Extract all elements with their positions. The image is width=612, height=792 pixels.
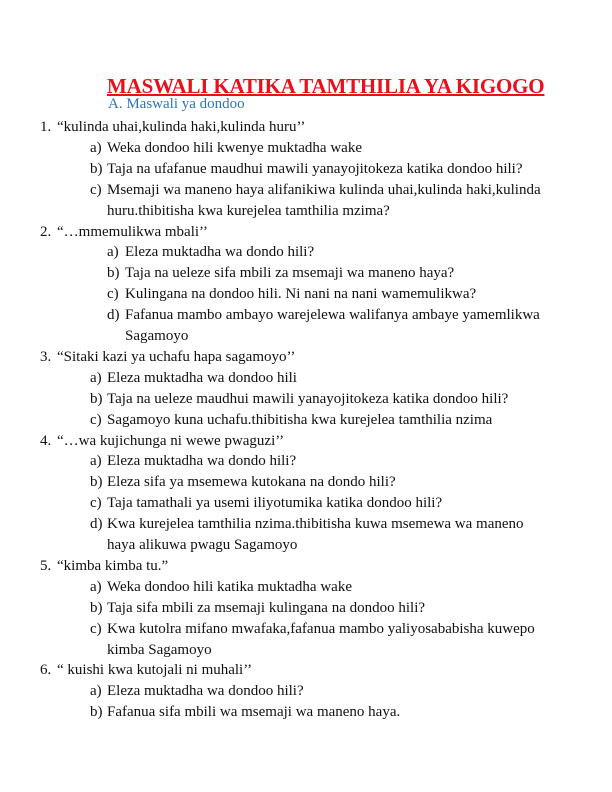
sub-question-label: a) — [90, 683, 102, 700]
sub-question-text: Taja na ueleze sifa mbili za msemaji wa maneno haya? — [125, 265, 455, 282]
sub-question-label: b) — [107, 265, 120, 282]
sub-question-text: Kulingana na dondoo hili. Ni nani na nani wamemulikwa? — [125, 286, 477, 303]
question-quote: “ kuishi kwa kutojali ni muhali’’ — [57, 662, 253, 679]
sub-question-label: a) — [90, 578, 102, 595]
sub-question-label: a) — [90, 369, 102, 386]
sub-question-text: Taja na ueleze maudhui mawili yanayojitokeza katika dondoo hili? — [107, 390, 509, 407]
sub-question-label: b) — [90, 704, 103, 721]
question-quote: “kimba kimba tu.” — [57, 557, 169, 574]
sub-question-text: Sagamoyo kuna uchafu.thibitisha kwa kurejelea tamthilia nzima — [107, 411, 493, 428]
sub-question-text: huru.thibitisha kwa kurejelea tamthilia mzima? — [107, 202, 390, 219]
sub-question-label: c) — [90, 620, 102, 637]
sub-question-label: b) — [90, 390, 103, 407]
sub-question-text: Eleza muktadha wa dondoo hili — [107, 369, 297, 386]
sub-question-text: Taja na ufafanue maudhui mawili yanayojitokeza katika dondoo hili? — [107, 160, 523, 177]
sub-question-label: c) — [107, 286, 119, 303]
sub-question-label: a) — [90, 139, 102, 156]
sub-question-text: Fafanua mambo ambayo warejelewa walifanya ambaye yamemlikwa — [125, 307, 540, 324]
question-number: 3. — [40, 348, 52, 365]
question-quote: “Sitaki kazi ya uchafu hapa sagamoyo’’ — [57, 348, 296, 365]
sub-question-text: Taja tamathali ya usemi iliyotumika katika dondoo hili? — [107, 495, 443, 512]
sub-question-text: Eleza muktadha wa dondoo hili? — [107, 683, 304, 700]
sub-question-label: c) — [90, 181, 102, 198]
sub-question-text: Eleza sifa ya msemewa kutokana na dondo hili? — [107, 474, 396, 491]
sub-question-text: Fafanua sifa mbili wa msemaji wa maneno haya. — [107, 704, 401, 721]
question-number: 1. — [40, 119, 52, 135]
sub-question-text: Kwa kutolra mifano mwafaka,fafanua mambo yaliyosababisha kuwepo — [107, 620, 535, 637]
sub-question-label: b) — [90, 160, 103, 177]
document-title: MASWALI KATIKA TAMTHILIA YA KIGOGO — [107, 74, 545, 98]
sub-question-label: c) — [90, 411, 102, 428]
sub-question-text: Sagamoyo — [125, 328, 189, 344]
sub-question-label: d) — [90, 516, 103, 533]
question-quote: “kulinda uhai,kulinda haki,kulinda huru’’ — [57, 119, 306, 135]
sub-question-text: haya alikuwa pwagu Sagamoyo — [107, 537, 298, 553]
sub-question-label: b) — [90, 474, 103, 491]
question-number: 2. — [40, 223, 52, 240]
sub-question-text: kimba Sagamoyo — [107, 641, 212, 658]
sub-question-text: Msemaji wa maneno haya alifanikiwa kulinda uhai,kulinda haki,kulinda — [107, 181, 541, 198]
sub-question-text: Eleza muktadha wa dondo hili? — [107, 453, 297, 470]
sub-question-label: d) — [107, 307, 120, 324]
sub-question-text: Weka dondoo hili katika muktadha wake — [107, 578, 352, 595]
sub-question-text: Kwa kurejelea tamthilia nzima.thibitisha kuwa msemewa wa maneno — [107, 516, 524, 533]
sub-question-label: c) — [90, 495, 102, 512]
sub-question-label: a) — [90, 453, 102, 470]
sub-question-text: Taja sifa mbili za msemaji kulingana na dondoo hili? — [107, 599, 426, 616]
section-heading: A. Maswali ya dondoo — [108, 96, 245, 112]
question-quote: “…wa kujichunga ni wewe pwaguzi’’ — [57, 432, 285, 449]
question-number: 6. — [40, 662, 52, 679]
question-number: 4. — [40, 432, 52, 449]
sub-question-text: Eleza muktadha wa dondo hili? — [125, 244, 315, 261]
question-number: 5. — [40, 557, 52, 574]
question-quote: “…mmemulikwa mbali’’ — [57, 223, 208, 240]
sub-question-text: Weka dondoo hili kwenye muktadha wake — [107, 139, 362, 156]
sub-question-label: a) — [107, 244, 119, 261]
sub-question-label: b) — [90, 599, 103, 616]
